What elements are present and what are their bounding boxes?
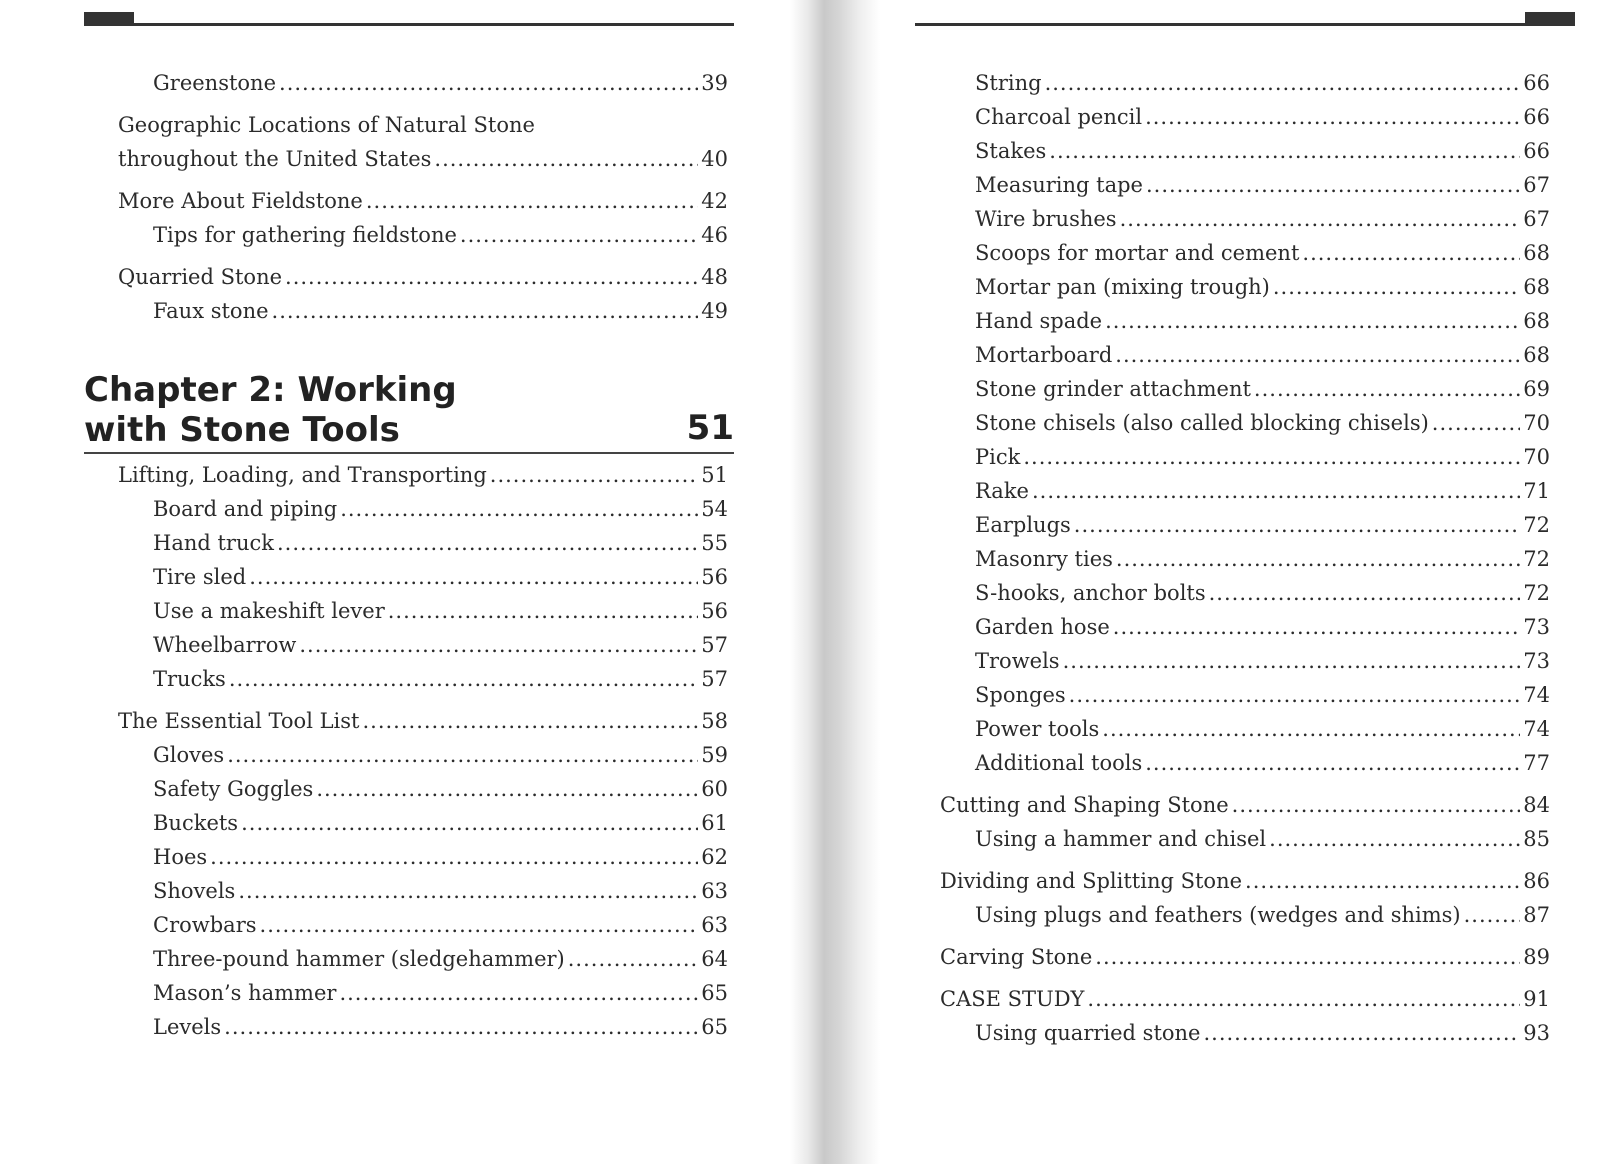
entry-title: Dividing and Splitting Stone bbox=[940, 869, 1243, 893]
toc-entry bbox=[940, 542, 1550, 576]
entry-title: Tire sled bbox=[153, 565, 247, 589]
toc-entry bbox=[940, 440, 1550, 474]
entry-page: 64 bbox=[701, 947, 728, 971]
entry-page: 68 bbox=[1523, 241, 1550, 265]
entry-title: Trucks bbox=[153, 667, 226, 691]
left-header-rule bbox=[84, 23, 734, 26]
chapter-heading bbox=[84, 370, 734, 454]
toc-entry bbox=[940, 822, 1550, 856]
entry-page: 65 bbox=[701, 1015, 728, 1039]
entry-page: 74 bbox=[1523, 717, 1550, 741]
toc-entry bbox=[118, 260, 728, 294]
entry-title: Safety Goggles bbox=[153, 777, 314, 801]
entry-title: Garden hose bbox=[975, 615, 1110, 639]
entry-page: 72 bbox=[1523, 581, 1550, 605]
entry-title-line1: Geographic Locations of Natural Stone bbox=[118, 113, 535, 137]
toc-entry bbox=[118, 840, 728, 874]
toc-entry bbox=[118, 874, 728, 908]
toc-entry-wrapped bbox=[118, 108, 728, 176]
entry-title: Earplugs bbox=[975, 513, 1071, 537]
entry-title: Rake bbox=[975, 479, 1029, 503]
dot-leader bbox=[1063, 644, 1521, 678]
dot-leader bbox=[272, 294, 699, 328]
entry-title: Buckets bbox=[153, 811, 239, 835]
dot-leader bbox=[229, 662, 698, 696]
toc-entry bbox=[940, 236, 1550, 270]
toc-entry bbox=[940, 202, 1550, 236]
dot-leader bbox=[1032, 474, 1520, 508]
toc-entry bbox=[118, 594, 728, 628]
entry-title: Crowbars bbox=[153, 913, 257, 937]
entry-page: 62 bbox=[701, 845, 728, 869]
entry-title: Use a makeshift lever bbox=[153, 599, 385, 623]
toc-entry bbox=[118, 806, 728, 840]
dot-leader bbox=[1087, 982, 1520, 1016]
dot-leader bbox=[568, 942, 699, 976]
entry-title: Measuring tape bbox=[975, 173, 1143, 197]
toc-entry bbox=[940, 898, 1550, 932]
entry-page: 72 bbox=[1523, 513, 1550, 537]
entry-page: 54 bbox=[701, 497, 728, 521]
entry-title: Quarried Stone bbox=[118, 265, 283, 289]
dot-leader bbox=[490, 458, 698, 492]
entry-title: Cutting and Shaping Stone bbox=[940, 793, 1229, 817]
entry-page: 56 bbox=[701, 565, 728, 589]
entry-title: Wheelbarrow bbox=[153, 633, 297, 657]
toc-right bbox=[940, 66, 1550, 1050]
dot-leader bbox=[1074, 508, 1520, 542]
entry-page: 59 bbox=[701, 743, 728, 767]
toc-entry bbox=[940, 372, 1550, 406]
entry-page: 42 bbox=[701, 189, 728, 213]
entry-title: Faux stone bbox=[153, 299, 269, 323]
toc-entry bbox=[940, 940, 1550, 974]
entry-title: Greenstone bbox=[153, 71, 277, 95]
entry-title: Mortar pan (mixing trough) bbox=[975, 275, 1270, 299]
toc-entry bbox=[940, 100, 1550, 134]
toc-entry bbox=[940, 576, 1550, 610]
entry-page: 93 bbox=[1523, 1021, 1550, 1045]
toc-entry bbox=[118, 218, 728, 252]
entry-page: 89 bbox=[1523, 945, 1550, 969]
dot-leader bbox=[460, 218, 698, 252]
dot-leader bbox=[316, 772, 698, 806]
entry-page: 73 bbox=[1523, 649, 1550, 673]
entry-title: Hoes bbox=[153, 845, 208, 869]
entry-page: 67 bbox=[1523, 173, 1550, 197]
toc-entry bbox=[940, 66, 1550, 100]
entry-page: 39 bbox=[701, 71, 728, 95]
dot-leader bbox=[1023, 440, 1520, 474]
entry-title: Stakes bbox=[975, 139, 1047, 163]
entry-title: Levels bbox=[153, 1015, 222, 1039]
entry-title: String bbox=[975, 71, 1042, 95]
entry-title: Charcoal pencil bbox=[975, 105, 1143, 129]
dot-leader bbox=[249, 560, 698, 594]
dot-leader bbox=[434, 142, 698, 176]
dot-leader bbox=[227, 738, 698, 772]
toc-entry bbox=[118, 560, 728, 594]
right-header-rule bbox=[915, 23, 1575, 26]
entry-page: 73 bbox=[1523, 615, 1550, 639]
entry-page: 74 bbox=[1523, 683, 1550, 707]
toc-entry bbox=[118, 1010, 728, 1044]
entry-title: Hand truck bbox=[153, 531, 274, 555]
dot-leader bbox=[388, 594, 699, 628]
toc-entry bbox=[940, 474, 1550, 508]
entry-title: Stone chisels (also called blocking chisels) bbox=[975, 411, 1429, 435]
entry-title: Sponges bbox=[975, 683, 1066, 707]
dot-leader bbox=[339, 976, 698, 1010]
entry-page: 87 bbox=[1523, 903, 1550, 927]
toc-entry bbox=[940, 982, 1550, 1016]
dot-leader bbox=[1069, 678, 1521, 712]
entry-title: Mason’s hammer bbox=[153, 981, 337, 1005]
toc-entry bbox=[118, 628, 728, 662]
entry-page: 84 bbox=[1523, 793, 1550, 817]
entry-page: 65 bbox=[701, 981, 728, 1005]
entry-title: Three-pound hammer (sledgehammer) bbox=[153, 947, 565, 971]
entry-title: Wire brushes bbox=[975, 207, 1117, 231]
entry-title: More About Fieldstone bbox=[118, 189, 363, 213]
toc-entry bbox=[940, 1016, 1550, 1050]
right-page bbox=[810, 0, 1600, 1164]
dot-leader bbox=[1116, 542, 1520, 576]
entry-page: 69 bbox=[1523, 377, 1550, 401]
toc-entry bbox=[940, 168, 1550, 202]
dot-leader bbox=[1269, 822, 1520, 856]
toc-left-bottom bbox=[118, 458, 728, 1044]
toc-entry bbox=[118, 66, 728, 100]
dot-leader bbox=[1232, 788, 1521, 822]
entry-title: CASE STUDY bbox=[940, 987, 1085, 1011]
entry-page: 58 bbox=[701, 709, 728, 733]
entry-page: 57 bbox=[701, 667, 728, 691]
entry-title: throughout the United States bbox=[118, 147, 432, 171]
toc-entry bbox=[940, 304, 1550, 338]
dot-leader bbox=[1105, 304, 1520, 338]
chapter-title-line1: Chapter 2: Working bbox=[84, 370, 457, 410]
dot-leader bbox=[279, 66, 698, 100]
dot-leader bbox=[1273, 270, 1520, 304]
toc-entry bbox=[118, 184, 728, 218]
entry-page: 68 bbox=[1523, 343, 1550, 367]
entry-page: 70 bbox=[1523, 411, 1550, 435]
dot-leader bbox=[366, 184, 698, 218]
dot-leader bbox=[362, 704, 698, 738]
entry-page: 70 bbox=[1523, 445, 1550, 469]
entry-page: 60 bbox=[701, 777, 728, 801]
entry-page: 57 bbox=[701, 633, 728, 657]
dot-leader bbox=[1146, 168, 1520, 202]
toc-entry bbox=[118, 976, 728, 1010]
entry-title: Using a hammer and chisel bbox=[975, 827, 1267, 851]
dot-leader bbox=[241, 806, 698, 840]
dot-leader bbox=[1045, 66, 1521, 100]
toc-entry bbox=[940, 644, 1550, 678]
entry-page: 66 bbox=[1523, 139, 1550, 163]
entry-page: 91 bbox=[1523, 987, 1550, 1011]
toc-entry bbox=[940, 406, 1550, 440]
entry-page: 68 bbox=[1523, 309, 1550, 333]
toc-entry bbox=[118, 772, 728, 806]
dot-leader bbox=[277, 526, 698, 560]
right-running-head bbox=[915, 12, 1575, 26]
toc-entry bbox=[118, 704, 728, 738]
toc-entry bbox=[940, 134, 1550, 168]
toc-entry bbox=[940, 788, 1550, 822]
toc-entry bbox=[940, 610, 1550, 644]
chapter-page: 51 bbox=[686, 408, 734, 448]
toc-entry bbox=[118, 942, 728, 976]
toc-entry bbox=[940, 338, 1550, 372]
entry-page: 46 bbox=[701, 223, 728, 247]
entry-page: 51 bbox=[701, 463, 728, 487]
dot-leader bbox=[340, 492, 698, 526]
entry-page: 67 bbox=[1523, 207, 1550, 231]
entry-page: 55 bbox=[701, 531, 728, 555]
dot-leader bbox=[1049, 134, 1520, 168]
entry-page: 66 bbox=[1523, 105, 1550, 129]
dot-leader bbox=[224, 1010, 698, 1044]
dot-leader bbox=[1145, 100, 1520, 134]
entry-title: Scoops for mortar and cement bbox=[975, 241, 1300, 265]
toc-entry bbox=[118, 908, 728, 942]
dot-leader bbox=[1102, 712, 1520, 746]
entry-title: Mortarboard bbox=[975, 343, 1113, 367]
dot-leader bbox=[1120, 202, 1521, 236]
toc-entry bbox=[940, 270, 1550, 304]
entry-title: Trowels bbox=[975, 649, 1060, 673]
entry-title: S-hooks, anchor bolts bbox=[975, 581, 1206, 605]
entry-page: 49 bbox=[701, 299, 728, 323]
toc-entry bbox=[940, 508, 1550, 542]
dot-leader bbox=[1432, 406, 1520, 440]
toc-entry bbox=[940, 712, 1550, 746]
dot-leader bbox=[299, 628, 698, 662]
left-running-head bbox=[84, 12, 734, 26]
entry-page: 77 bbox=[1523, 751, 1550, 775]
entry-title: Masonry ties bbox=[975, 547, 1113, 571]
entry-title: Lifting, Loading, and Transporting bbox=[118, 463, 487, 487]
entry-title-line2 bbox=[118, 142, 728, 176]
entry-page: 66 bbox=[1523, 71, 1550, 95]
toc-entry bbox=[118, 458, 728, 492]
toc-entry bbox=[118, 738, 728, 772]
entry-title: Using plugs and feathers (wedges and shims) bbox=[975, 903, 1461, 927]
dot-leader bbox=[1145, 746, 1520, 780]
entry-page: 72 bbox=[1523, 547, 1550, 571]
entry-title: Gloves bbox=[153, 743, 225, 767]
dot-leader bbox=[210, 840, 698, 874]
entry-page: 85 bbox=[1523, 827, 1550, 851]
dot-leader bbox=[1302, 236, 1520, 270]
entry-title: Pick bbox=[975, 445, 1021, 469]
toc-entry bbox=[118, 526, 728, 560]
dot-leader bbox=[1209, 576, 1521, 610]
entry-title: The Essential Tool List bbox=[118, 709, 360, 733]
entry-page: 63 bbox=[701, 913, 728, 937]
entry-title: Using quarried stone bbox=[975, 1021, 1201, 1045]
entry-page: 40 bbox=[701, 147, 728, 171]
dot-leader bbox=[1254, 372, 1520, 406]
entry-title: Shovels bbox=[153, 879, 236, 903]
dot-leader bbox=[1245, 864, 1520, 898]
entry-page: 48 bbox=[701, 265, 728, 289]
entry-page: 86 bbox=[1523, 869, 1550, 893]
toc-entry bbox=[940, 864, 1550, 898]
entry-title: Board and piping bbox=[153, 497, 338, 521]
entry-title: Power tools bbox=[975, 717, 1100, 741]
toc-entry bbox=[940, 678, 1550, 712]
entry-page: 68 bbox=[1523, 275, 1550, 299]
dot-leader bbox=[1113, 610, 1520, 644]
dot-leader bbox=[260, 908, 699, 942]
entry-page: 61 bbox=[701, 811, 728, 835]
toc-entry bbox=[118, 294, 728, 328]
toc-left-top bbox=[118, 66, 728, 328]
dot-leader bbox=[1095, 940, 1520, 974]
entry-title: Additional tools bbox=[975, 751, 1143, 775]
dot-leader bbox=[285, 260, 698, 294]
entry-title: Stone grinder attachment bbox=[975, 377, 1251, 401]
entry-page: 56 bbox=[701, 599, 728, 623]
dot-leader bbox=[1464, 898, 1521, 932]
entry-page: 71 bbox=[1523, 479, 1550, 503]
dot-leader bbox=[1115, 338, 1520, 372]
dot-leader bbox=[1203, 1016, 1520, 1050]
entry-title: Carving Stone bbox=[940, 945, 1093, 969]
entry-page: 63 bbox=[701, 879, 728, 903]
entry-title: Tips for gathering fieldstone bbox=[153, 223, 457, 247]
toc-entry bbox=[118, 662, 728, 696]
toc-entry bbox=[118, 492, 728, 526]
toc-entry bbox=[940, 746, 1550, 780]
chapter-title-line2: with Stone Tools bbox=[84, 410, 400, 450]
dot-leader bbox=[238, 874, 698, 908]
entry-title: Hand spade bbox=[975, 309, 1103, 333]
